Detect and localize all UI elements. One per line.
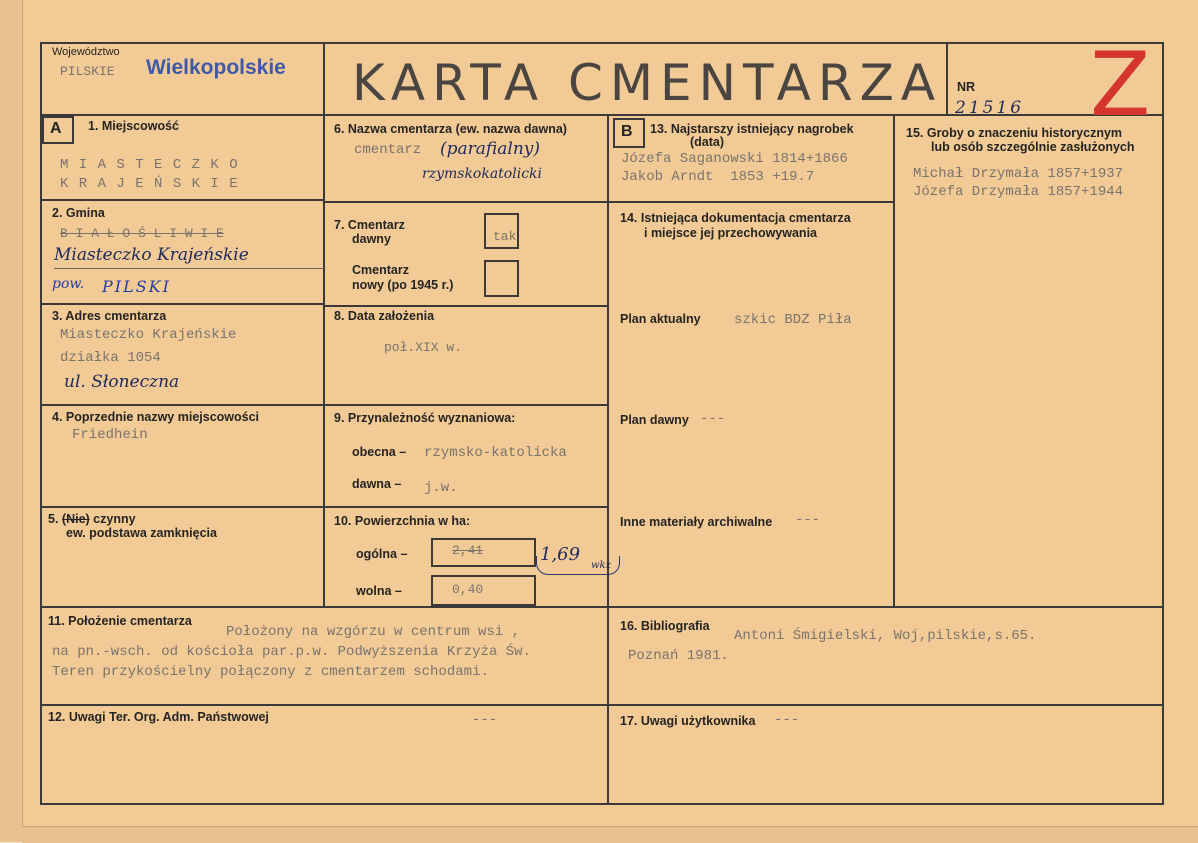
f14-label1: 14. Istniejąca dokumentacja cmentarza xyxy=(620,211,851,225)
f5-label: 5. (Nie) czynny xyxy=(48,512,136,526)
f3-value-line1: Miasteczko Krajeńskie xyxy=(60,327,237,343)
col-divider-3 xyxy=(893,114,895,608)
col-divider-1 xyxy=(323,114,325,608)
f17-value: --- xyxy=(774,712,800,728)
row-line-m1 xyxy=(323,201,608,203)
f9-obecna-value: rzymsko-katolicka xyxy=(424,445,567,461)
f9-dawna-value: j.w. xyxy=(424,480,458,496)
f17-label: 17. Uwagi użytkownika xyxy=(620,714,756,728)
f10-hand-bracket xyxy=(536,556,620,575)
frame-top xyxy=(40,42,1164,44)
f10-ogolna-label: ogólna – xyxy=(356,547,408,561)
f9-obecna-label: obecna – xyxy=(352,445,407,459)
f10-wolna-value: 0,40 xyxy=(452,582,484,597)
f11-value-line3: Teren przykościelny połączony z cmentarzem schodami. xyxy=(52,664,489,680)
f6-hand-paren: (parafialny) xyxy=(440,139,541,159)
f10-ogolna-value: 2,41 xyxy=(452,543,484,558)
f5-label-struck: (Nie) xyxy=(61,512,90,526)
plan-dawny-value: --- xyxy=(700,411,726,427)
f9-dawna-label: dawna – xyxy=(352,477,402,491)
f2-label: 2. Gmina xyxy=(52,206,105,220)
card-bottom-edge xyxy=(22,826,1198,843)
f4-value: Friedhein xyxy=(72,427,148,443)
row-line-l4 xyxy=(40,506,324,508)
f2-hand-pow: pow. xyxy=(52,276,85,292)
card-left-edge xyxy=(0,0,23,842)
f5-label2: ew. podstawa zamknięcia xyxy=(66,526,217,540)
f6-hand-paren-text: parafialny xyxy=(446,139,534,159)
card-title: KARTA CMENTARZA xyxy=(352,54,943,112)
f14-label2: i miejsce jej przechowywania xyxy=(644,226,817,240)
row-line-11 xyxy=(40,606,1164,608)
f13-label1: 13. Najstarszy istniejący nagrobek xyxy=(650,122,854,136)
f1-value-line2: K R A J E Ń S K I E xyxy=(60,176,239,192)
row-line-r1 xyxy=(607,201,894,203)
f15-label2: lub osób szczególnie zasłużonych xyxy=(931,140,1135,154)
f10-ogolna-box xyxy=(431,538,536,567)
f15-value-line1: Michał Drzymała 1857+1937 xyxy=(913,166,1124,182)
f16-value-line2: Poznań 1981. xyxy=(628,648,729,664)
frame-right xyxy=(1162,42,1164,805)
row-line-l2 xyxy=(40,303,324,305)
f7-box-dawny-value: tak xyxy=(493,229,517,244)
f11-label: 11. Położenie cmentarza xyxy=(48,614,192,628)
f7-label-a1: 7. Cmentarz xyxy=(334,218,405,232)
header-divider-2 xyxy=(946,42,948,116)
f2-struck-value: B I A Ł O Ś L I W I E xyxy=(60,226,224,241)
plan-aktualny-label: Plan aktualny xyxy=(620,312,701,326)
f15-label1: 15. Groby o znaczeniu historycznym xyxy=(906,126,1123,140)
f11-value-line1: Położony na wzgórzu w centrum wsi , xyxy=(226,624,521,640)
row-line-m2 xyxy=(323,305,608,307)
f4-label: 4. Poprzednie nazwy miejscowości xyxy=(52,410,260,424)
wojewodztwo-typed: PILSKIE xyxy=(60,64,115,79)
wojewodztwo-label: Województwo xyxy=(52,46,120,58)
f16-label: 16. Bibliografia xyxy=(620,619,710,633)
row-line-m4 xyxy=(323,506,608,508)
category-letter: Z xyxy=(1090,33,1151,136)
f1-value-line1: M I A S T E C Z K O xyxy=(60,157,239,173)
section-a-letter: A xyxy=(50,120,62,137)
f3-value-line2: działka 1054 xyxy=(60,350,161,366)
inne-materialy-value: --- xyxy=(795,512,821,528)
plan-aktualny-value: szkic BDZ Piła xyxy=(734,312,852,328)
f15-value-line2: Józefa Drzymała 1857+1944 xyxy=(913,184,1124,200)
row-line-m3 xyxy=(323,404,608,406)
f7-label-b2: nowy (po 1945 r.) xyxy=(352,278,454,292)
f12-value: --- xyxy=(472,712,498,728)
frame-bottom xyxy=(40,803,1164,805)
f10-ogolna-hand: 1,69 xyxy=(540,544,581,565)
f10-wolna-box xyxy=(431,575,536,606)
f5-label-rest: czynny xyxy=(89,512,136,526)
f9-label: 9. Przynależność wyznaniowa: xyxy=(334,411,516,425)
f11-value-line2: na pn.-wsch. od kościoła par.p.w. Podwyższenia Krzyża Św. xyxy=(52,644,531,660)
f13-value-line2: Jakob Arndt 1853 +19.7 xyxy=(621,169,815,185)
f3-label: 3. Adres cmentarza xyxy=(52,309,167,323)
col-divider-2 xyxy=(607,114,609,804)
header-divider-1 xyxy=(323,42,325,116)
frame-left xyxy=(40,42,42,805)
f10-ogolna-hand-note: wkz xyxy=(591,560,611,571)
f6-hand-rite: rzymskokatolicki xyxy=(422,166,542,182)
f12-label: 12. Uwagi Ter. Org. Adm. Państwowej xyxy=(48,710,269,724)
f1-label: 1. Miejscowość xyxy=(88,119,180,133)
f3-hand-street: ul. Słoneczna xyxy=(64,372,180,392)
f10-wolna-label: wolna – xyxy=(356,584,402,598)
f8-value: poł.XIX w. xyxy=(384,340,463,355)
f16-value-line1: Antoni Śmigielski, Woj,pilskie,s.65. xyxy=(734,628,1037,644)
row-line-l3 xyxy=(40,404,324,406)
f7-label-b1: Cmentarz xyxy=(352,263,409,277)
f8-label: 8. Data założenia xyxy=(334,309,435,323)
nr-label: NR xyxy=(957,80,976,94)
section-b-letter: B xyxy=(621,123,633,140)
f6-label: 6. Nazwa cmentarza (ew. nazwa dawna) xyxy=(334,122,567,136)
f7-box-nowy xyxy=(484,260,519,297)
f13-label2: (data) xyxy=(690,135,725,149)
wojewodztwo-stamp: Wielkopolskie xyxy=(146,56,286,79)
f2-hand-powiat: PILSKI xyxy=(102,277,171,296)
f13-value-line1: Józefa Saganowski 1814+1866 xyxy=(621,151,848,167)
f6-typed: cmentarz xyxy=(354,142,422,158)
inne-materialy-label: Inne materiały archiwalne xyxy=(620,515,773,529)
f10-label: 10. Powierzchnia w ha: xyxy=(334,514,471,528)
row-line-12 xyxy=(40,704,1164,706)
nr-value: 21516 xyxy=(955,98,1025,118)
f2-underline xyxy=(54,268,324,269)
f7-label-a2: dawny xyxy=(352,232,391,246)
row-line-l1 xyxy=(40,199,324,201)
plan-dawny-label: Plan dawny xyxy=(620,413,689,427)
f2-hand-gmina: Miasteczko Krajeńskie xyxy=(54,245,249,265)
